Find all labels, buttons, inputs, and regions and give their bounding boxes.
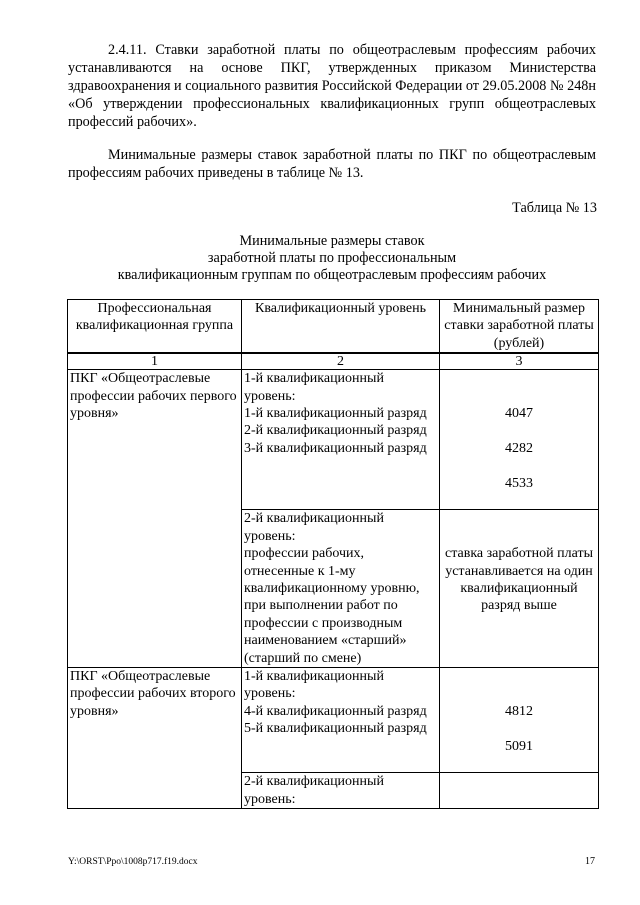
- pkg1-level2-value-cell: [440, 510, 599, 668]
- pkg2-level1: [242, 668, 440, 773]
- pkg1-level2-text: профессии рабочих, отнесенные к 1-му квалификационному уровню, при выполнении работ по профессии с производным наименованием «старший» (старший по смене): [244, 546, 420, 666]
- pkg2-level2-title: 2-й квалификационный уровень:: [244, 774, 384, 807]
- pkg1-value-1: 4047: [505, 406, 533, 422]
- footer-file-path: Y:\ORST\Ppo\1008p717.f19.docx: [68, 857, 198, 867]
- column-number-3: 3: [440, 353, 599, 370]
- pkg1-level2: [242, 510, 440, 668]
- pkg2-grade-4: 4-й квалификационный разряд: [244, 703, 427, 719]
- column-numbers-row: [68, 353, 599, 370]
- pkg1-grade-3: 3-й квалификационный разряд: [244, 440, 427, 456]
- table-row: [68, 370, 599, 510]
- pkg1-name: ПКГ «Общеотраслевые профессии рабочих первого уровня»: [68, 370, 242, 668]
- pkg1-level2-value: ставка заработной платы устанавливается на один квалификационный разряд выше: [445, 546, 593, 614]
- pkg2-level2-value-cell: [440, 773, 599, 809]
- pkg2-value-1: 4812: [505, 703, 533, 719]
- column-number-2: 2: [242, 353, 440, 370]
- table-header-row: [68, 300, 599, 354]
- header-min-rate: Минимальный размер ставки заработной платы (рублей): [440, 300, 599, 354]
- pkg1-level1-values: [440, 370, 599, 510]
- header-level: Квалификационный уровень: [242, 300, 440, 354]
- paragraph-minimal-sizes: [68, 146, 596, 182]
- paragraph-2-4-11-text: 2.4.11. Ставки заработной платы по общеотраслевым профессиям рабочих устанавливаются на основе ПКГ, утвержденных приказом Министерства здравоохранения и социального развития Российской Федерации от 29.05.2008 № 248н «Об утверждении профессиональных квалификационных групп общеотраслевых профессий рабочих».: [68, 42, 596, 130]
- wage-table: [67, 299, 599, 809]
- pkg1-level1: [242, 370, 440, 510]
- pkg2-value-2: 5091: [505, 738, 533, 754]
- column-number-1: 1: [68, 353, 242, 370]
- paragraph-2-4-11: [68, 41, 596, 131]
- pkg2-level1-values: [440, 668, 599, 773]
- table-label: Таблица № 13: [512, 200, 597, 216]
- pkg1-level2-title: 2-й квалификационный уровень:: [244, 511, 384, 544]
- table-caption: [68, 233, 596, 284]
- page-number: 17: [585, 856, 595, 867]
- pkg1-value-3: 4533: [505, 475, 533, 491]
- pkg2-level2: [242, 773, 440, 809]
- pkg2-level1-title: 1-й квалификационный уровень:: [244, 669, 384, 702]
- pkg1-level1-title: 1-й квалификационный уровень:: [244, 371, 384, 404]
- pkg1-grade-2: 2-й квалификационный разряд: [244, 423, 427, 439]
- pkg2-name: ПКГ «Общеотраслевые профессии рабочих второго уровня»: [68, 668, 242, 809]
- caption-line-2: заработной платы по профессиональным: [207, 250, 457, 266]
- pkg1-value-2: 4282: [505, 440, 533, 456]
- header-group: Профессиональная квалификационная группа: [68, 300, 242, 354]
- paragraph-minimal-sizes-text: Минимальные размеры ставок заработной платы по ПКГ по общеотраслевым профессиям рабочих приведены в таблице № 13.: [68, 147, 596, 181]
- table-row: [68, 668, 599, 773]
- pkg2-grade-5: 5-й квалификационный разряд: [244, 721, 427, 737]
- pkg1-grade-1: 1-й квалификационный разряд: [244, 406, 427, 422]
- caption-line-3: квалификационным группам по общеотраслевым профессиям рабочих: [117, 267, 547, 283]
- caption-line-1: Минимальные размеры ставок: [239, 233, 425, 249]
